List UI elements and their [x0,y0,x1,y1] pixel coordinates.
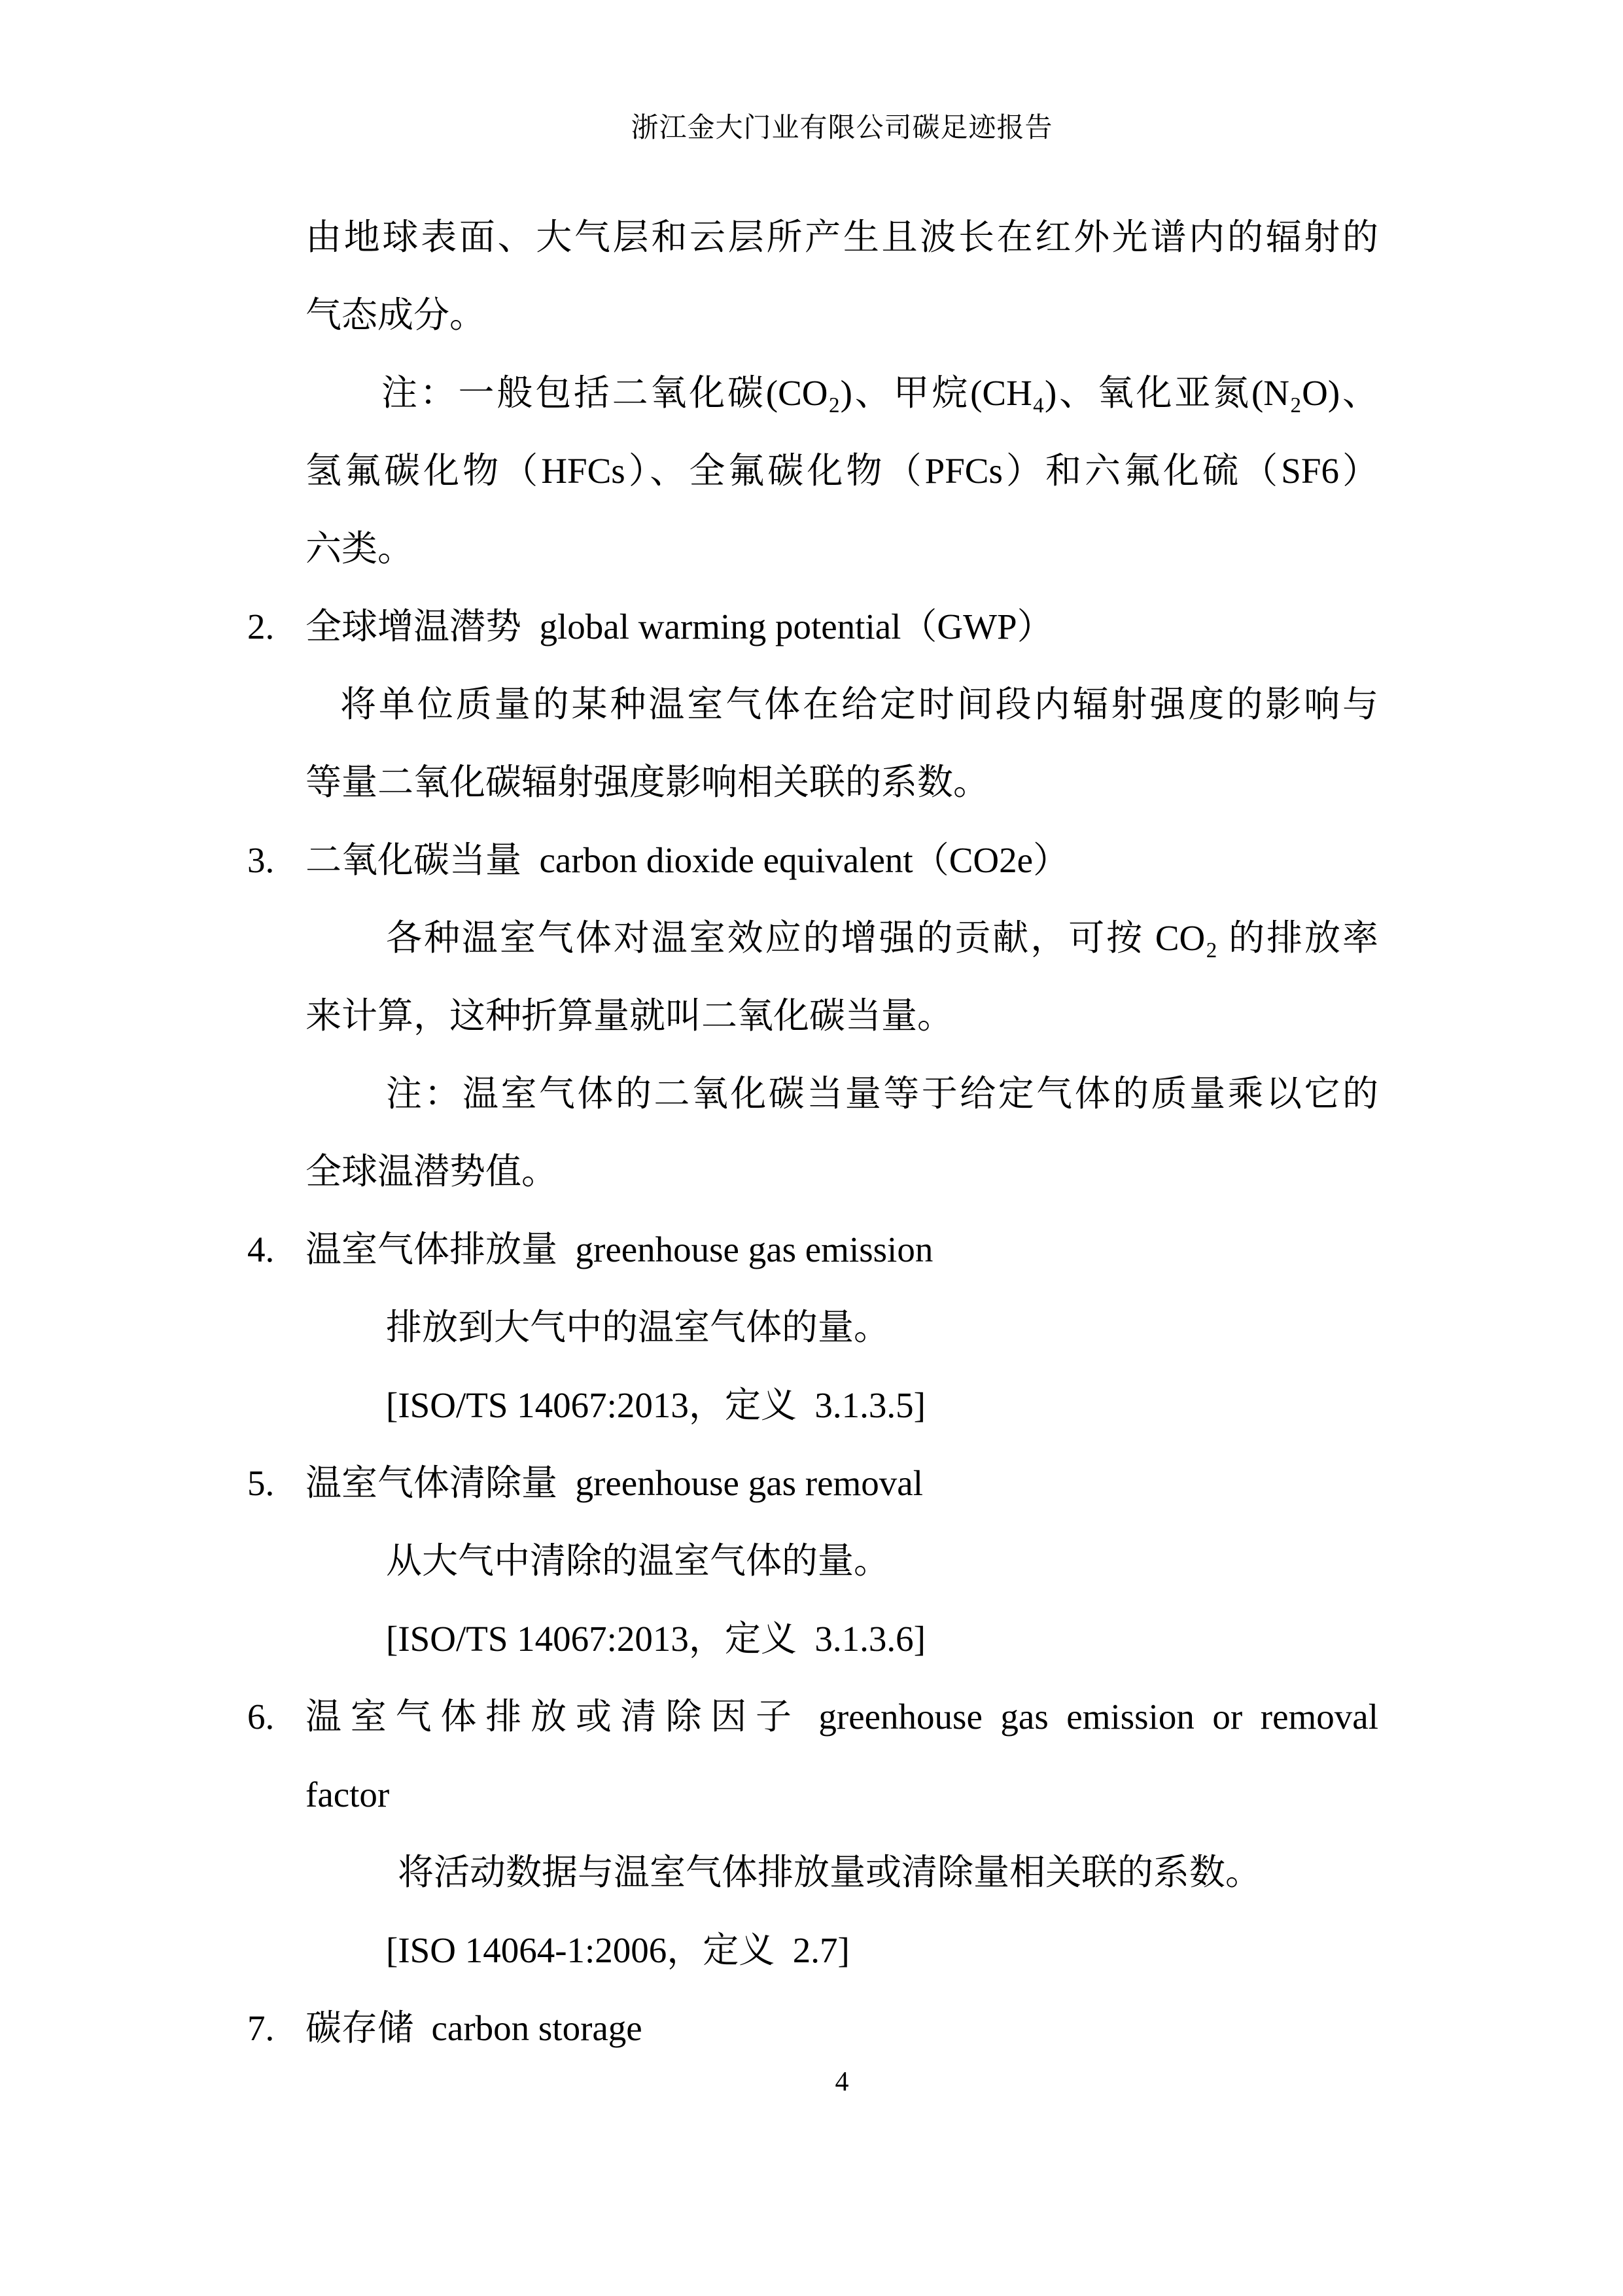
line-text: 温室气体排放量 greenhouse gas emission [305,1229,934,1269]
line-text: [ISO 14064-1:2006，定义 2.7] [386,1930,850,1970]
text-line [305,1133,1378,1210]
line-text: 来计算，这种折算量就叫二氧化碳当量。 [305,996,954,1036]
page-header-title: 浙江金大门业有限公司碳足迹报告 [631,113,1053,143]
text-line [386,1366,1378,1444]
line-text: 温室气体排放或清除因子 greenhouse gas emission or removal [305,1697,1378,1737]
text-line [386,899,1378,977]
text-line [305,276,1378,354]
line-text: 碳存储 carbon storage [305,2008,642,2048]
line-text: 将单位质量的某种温室气体在给定时间段内辐射强度的影响与 [340,684,1378,724]
document-body [247,198,1378,2067]
line-text: factor [305,1775,390,1814]
list-item-line [247,1678,1378,1756]
text-line [386,1288,1378,1366]
line-text: 由地球表面、大气层和云层所产生且波长在红外光谱内的辐射的 [305,217,1378,257]
line-text: [ISO/TS 14067:2013，定义 3.1.3.5] [386,1385,926,1425]
text-line [305,743,1378,821]
item-number: 4. [247,1229,275,1269]
list-item-line [247,1989,1378,2067]
line-text: [ISO/TS 14067:2013，定义 3.1.3.6] [386,1619,926,1659]
text-line [305,198,1378,276]
line-text: 注：一般包括二氧化碳(CO₂)、甲烷(CH₄)、氧化亚氮(N₂O)、 [381,373,1378,413]
list-item-line [247,588,1378,665]
text-line [340,665,1378,743]
line-text: 气态成分。 [305,295,486,335]
line-text: 全球增温潜势 global warming potential（GWP） [305,607,1053,646]
line-text: 全球温潜势值。 [305,1152,558,1192]
line-text: 等量二氧化碳辐射强度影响相关联的系数。 [305,762,990,802]
line-text: 二氧化碳当量 carbon dioxide equivalent（CO2e） [305,840,1070,880]
line-text: 六类。 [305,529,414,569]
text-line [398,1833,1378,1911]
text-line [305,510,1378,588]
list-item-line [247,1444,1378,1522]
text-line [386,1522,1378,1600]
line-text: 排放到大气中的温室气体的量。 [386,1307,890,1347]
item-number: 5. [247,1463,275,1503]
item-number: 2. [247,607,275,646]
list-item-line [247,821,1378,899]
line-text: 注：温室气体的二氧化碳当量等于给定气体的质量乘以它的 [386,1074,1378,1114]
text-line [305,1756,1378,1833]
line-text: 各种温室气体对温室效应的增强的贡献，可按 CO₂ 的排放率 [386,918,1378,958]
item-number: 7. [247,2008,275,2048]
text-line [381,354,1378,432]
text-line [386,1055,1378,1133]
text-line [386,1600,1378,1678]
text-line [305,432,1378,510]
text-line [386,1911,1378,1989]
line-text: 将活动数据与温室气体排放量或清除量相关联的系数。 [398,1852,1262,1892]
line-text: 氢氟碳化物（HFCs）、全氟碳化物（PFCs）和六氟化硫（SF6） [305,451,1378,491]
line-text: 从大气中清除的温室气体的量。 [386,1541,890,1581]
item-number: 6. [247,1697,275,1737]
page-number: 4 [835,2067,849,2097]
item-number: 3. [247,840,275,880]
text-line [305,977,1378,1055]
line-text: 温室气体清除量 greenhouse gas removal [305,1463,923,1503]
list-item-line [247,1210,1378,1288]
